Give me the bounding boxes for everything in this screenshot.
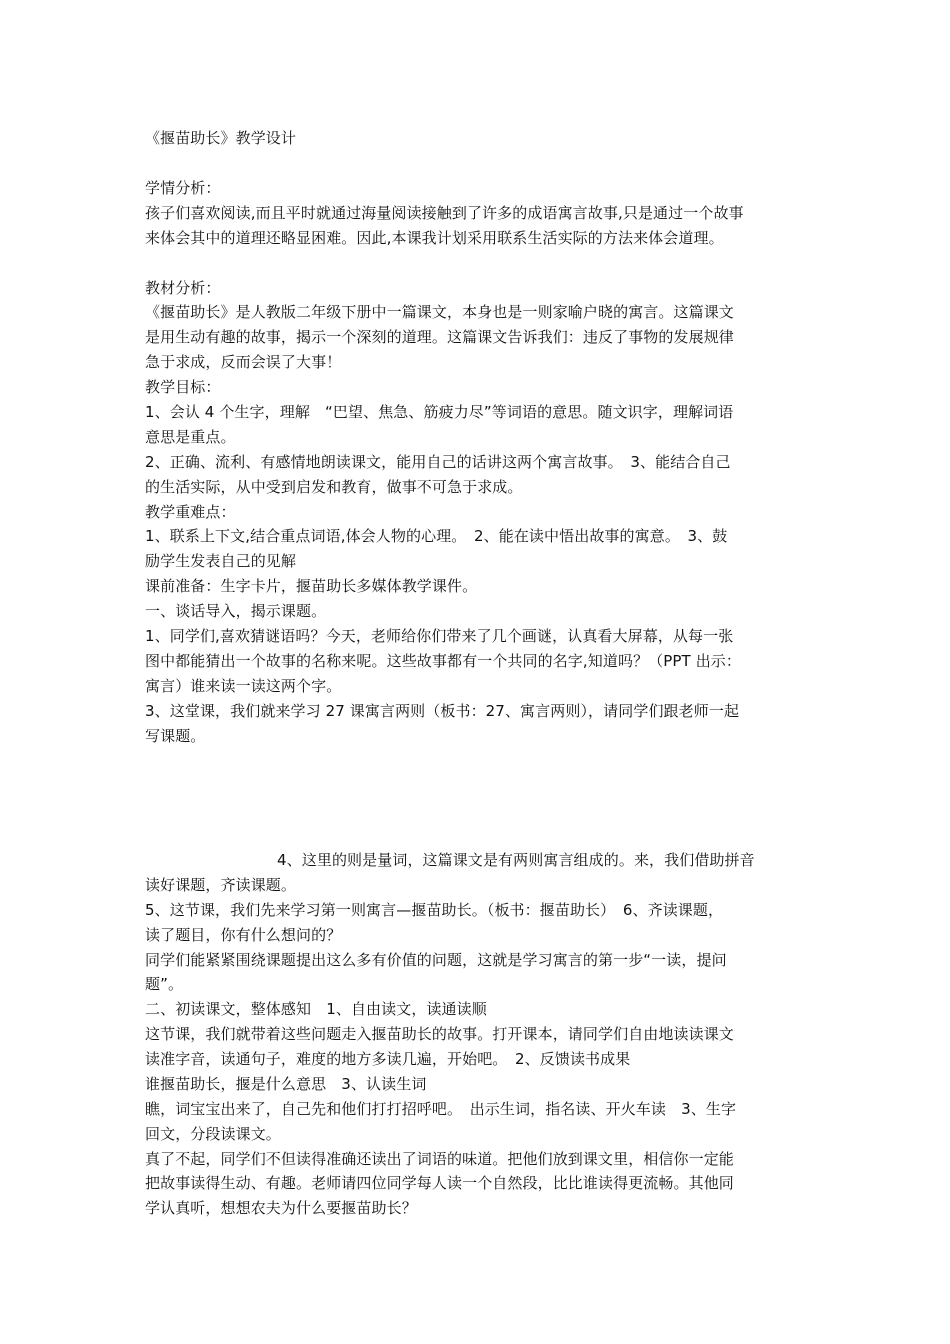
- paragraph-line: 回文，分段读课文。: [145, 1125, 281, 1143]
- paragraph-line: 2、正确、流利、有感情地朗读课文，能用自己的话讲这两个寓言故事。 3、能结合自己: [145, 453, 731, 471]
- section-heading: 一、谈话导入，揭示课题。: [145, 602, 327, 620]
- section-heading: 教材分析：: [145, 279, 221, 297]
- paragraph-line: 真了不起，同学们不但读得准确还读出了词语的味道。把他们放到课文里，相信你一定能: [145, 1150, 734, 1168]
- paragraph-line: 来体会其中的道理还略显困难。因此,本课我计划采用联系生活实际的方法来体会道理。: [145, 229, 724, 247]
- paragraph-line: 读好课题，齐读课题。: [145, 876, 297, 894]
- paragraph-line: 1、联系上下文,结合重点词语,体会人物的心理。 2、能在读中悟出故事的寓意。 3、鼓: [145, 527, 728, 545]
- paragraph-line: 图中都能猜出一个故事的名称来呢。这些故事都有一个共同的名字,知道吗？（PPT 出示：: [145, 652, 741, 670]
- paragraph-line: 课前准备：生字卡片，揠苗助长多媒体教学课件。: [145, 577, 478, 595]
- paragraph-line: 4、这里的则是量词，这篇课文是有两则寓言组成的。来，我们借助拼音: [277, 851, 755, 869]
- paragraph-line: 读了题目，你有什么想问的？: [145, 926, 342, 944]
- paragraph-line: 1、同学们,喜欢猜谜语吗？今天，老师给你们带来了几个画谜，认真看大屏幕，从每一张: [145, 627, 734, 645]
- paragraph-line: 是用生动有趣的故事，揭示一个深刻的道理。这篇课文告诉我们：违反了事物的发展规律: [145, 328, 734, 346]
- paragraph-line: 同学们能紧紧围绕课题提出这么多有价值的问题，这就是学习寓言的第一步“一读，提问: [145, 951, 727, 969]
- paragraph-line: 寓言）谁来读一读这两个字。: [145, 677, 342, 695]
- section-heading: 教学目标：: [145, 378, 221, 396]
- paragraph-line: 的生活实际，从中受到启发和教育，做事不可急于求成。: [145, 478, 523, 496]
- paragraph-line: 瞧，词宝宝出来了，自己先和他们打打招呼吧。 出示生词，指名读、开火车读 3、生字: [145, 1100, 737, 1118]
- section-heading: 教学重难点：: [145, 503, 236, 521]
- paragraph-line: 学认真听，想想农夫为什么要揠苗助长？: [145, 1199, 417, 1217]
- paragraph-line: 题”。: [145, 975, 184, 993]
- paragraph-line: 谁揠苗助长，揠是什么意思 3、认读生词: [145, 1075, 427, 1093]
- section-heading: 二、初读课文，整体感知 1、自由读文，读通读顺: [145, 1000, 487, 1018]
- paragraph-line: 《揠苗助长》是人教版二年级下册中一篇课文，本身也是一则家喻户晓的寓言。这篇课文: [145, 303, 734, 321]
- paragraph-line: 把故事读得生动、有趣。老师请四位同学每人读一个自然段，比比谁读得更流畅。其他同: [145, 1174, 734, 1192]
- paragraph-line: 急于求成，反而会误了大事！: [145, 353, 342, 371]
- paragraph-line: 3、这堂课，我们就来学习 27 课寓言两则（板书：27、寓言两则），请同学们跟老师一起: [145, 702, 740, 720]
- paragraph-line: 读准字音，读通句子，难度的地方多读几遍，开始吧。 2、反馈读书成果: [145, 1050, 631, 1068]
- paragraph-line: 励学生发表自己的见解: [145, 552, 297, 570]
- paragraph-line: 孩子们喜欢阅读,而且平时就通过海量阅读接触到了许多的成语寓言故事,只是通过一个故事: [145, 204, 744, 222]
- document-title: 《揠苗助长》教学设计: [145, 129, 297, 147]
- paragraph-line: 意思是重点。: [145, 428, 236, 446]
- section-heading: 学情分析：: [145, 179, 221, 197]
- paragraph-line: 写课题。: [145, 727, 206, 745]
- paragraph-line: 5、这节课，我们先来学习第一则寓言—揠苗助长。（板书：揠苗助长） 6、齐读课题，: [145, 901, 724, 919]
- paragraph-line: 这节课，我们就带着这些问题走入揠苗助长的故事。打开课本，请同学们自由地读读课文: [145, 1025, 734, 1043]
- paragraph-line: 1、会认 4 个生字，理解 “巴望、焦急、筋疲力尽”等词语的意思。随文识字，理解词语: [145, 403, 734, 421]
